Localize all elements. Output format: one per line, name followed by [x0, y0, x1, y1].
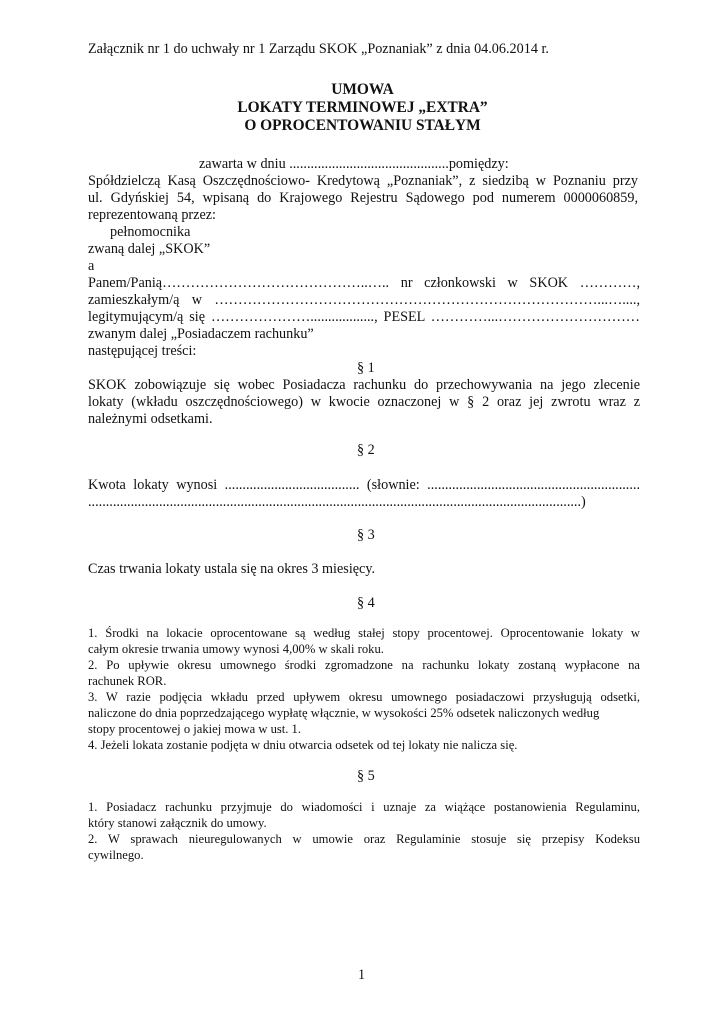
- called-holder-line: zwanym dalej „Posiadaczem rachunku”: [88, 326, 314, 342]
- section-4-point-3-line-1: 3. W razie podjęcia wkładu przed upływem okresu umownego posiadaczowi przysługują odsetki,: [88, 690, 640, 704]
- client-id-line: legitymującym/ą się ………………….................., PESEL …………...…………………………: [88, 309, 640, 325]
- section-1-line-1: SKOK zobowiązuje się wobec Posiadacza rachunku do przechowywania na jego zlecenie: [88, 377, 640, 393]
- section-3-line-1: Czas trwania lokaty ustala się na okres 3 miesięcy.: [88, 561, 376, 577]
- section-4-point-2-line-2: rachunek ROR.: [88, 674, 167, 688]
- section-2-line-2: ...........................................................................................................................................): [88, 494, 586, 510]
- title-line-1: UMOWA: [331, 81, 394, 98]
- section-5-point-1-line-1: 1. Posiadacz rachunku przyjmuje do wiadomości i uznaje za wiążące postanowienia Regulaminu,: [88, 800, 640, 814]
- section-5-point-2-line-1: 2. W sprawach nieuregulowanych w umowie oraz Regulaminie stosuje się przepisy Kodeksu: [88, 832, 640, 846]
- skok-line-1: Spółdzielczą Kasą Oszczędnościowo- Kredytową „Poznaniak”, z siedzibą w Poznaniu przy: [88, 173, 638, 189]
- represented-line: reprezentowaną przez:: [88, 207, 216, 223]
- client-name-line: Panem/Panią……………………………………..….. nr członkowski w SKOK …………,: [88, 275, 640, 291]
- title-line-2: LOKATY TERMINOWEJ „EXTRA”: [237, 99, 488, 116]
- section-1-line-2: lokaty (wkładu oszczędnościowego) w kwocie oznaczonej w § 2 oraz jej zwrotu wraz z: [88, 394, 640, 410]
- section-4-point-1-line-2: całym okresie trwania umowy wynosi 4,00% w skali roku.: [88, 642, 384, 656]
- attachment-header: Załącznik nr 1 do uchwały nr 1 Zarządu SKOK „Poznaniak” z dnia 04.06.2014 r.: [88, 41, 549, 57]
- page-number: 1: [358, 967, 366, 983]
- concluded-line: zawarta w dniu .............................................pomiędzy:: [199, 156, 509, 172]
- section-4-point-3-line-3: stopy procentowej o jakiej mowa w ust. 1.: [88, 722, 302, 736]
- section-5-point-2-line-2: cywilnego.: [88, 848, 144, 862]
- section-2-heading: § 2: [357, 442, 375, 458]
- section-4-point-3-line-2: naliczone do dnia poprzedzającego wypłatę włącznie, w wysokości 25% odsetek naliczonych według: [88, 706, 600, 720]
- proxy-line: pełnomocnika: [110, 224, 191, 240]
- skok-line-2: ul. Gdyńskiej 54, wpisaną do Krajowego Rejestru Sądowego pod numerem 0000060859,: [88, 190, 638, 206]
- following-line: następującej treści:: [88, 343, 197, 359]
- section-4-point-2-line-1: 2. Po upływie okresu umownego środki zgromadzone na rachunku lokaty zostaną wypłacone na: [88, 658, 640, 672]
- called-skok-line: zwaną dalej „SKOK”: [88, 241, 211, 257]
- and-line: a: [88, 258, 95, 274]
- section-1-heading: § 1: [357, 360, 375, 376]
- client-address-line: zamieszkałym/ą w ………………………………………………………………………...…....,: [88, 292, 640, 308]
- section-2-line-1: Kwota lokaty wynosi ...................................... (słownie: ............................................................: [88, 477, 640, 493]
- section-1-line-3: należnymi odsetkami.: [88, 411, 213, 427]
- section-3-heading: § 3: [357, 527, 375, 543]
- section-5-point-1-line-2: który stanowi załącznik do umowy.: [88, 816, 267, 830]
- section-5-heading: § 5: [357, 768, 375, 784]
- section-4-heading: § 4: [357, 595, 375, 611]
- section-4-point-4-line-1: 4. Jeżeli lokata zostanie podjęta w dniu otwarcia odsetek od tej lokaty nie nalicza się.: [88, 738, 518, 752]
- section-4-point-1-line-1: 1. Środki na lokacie oprocentowane są według stałej stopy procentowej. Oprocentowanie lokaty w: [88, 626, 640, 640]
- title-line-3: O OPROCENTOWANIU STAŁYM: [244, 117, 481, 134]
